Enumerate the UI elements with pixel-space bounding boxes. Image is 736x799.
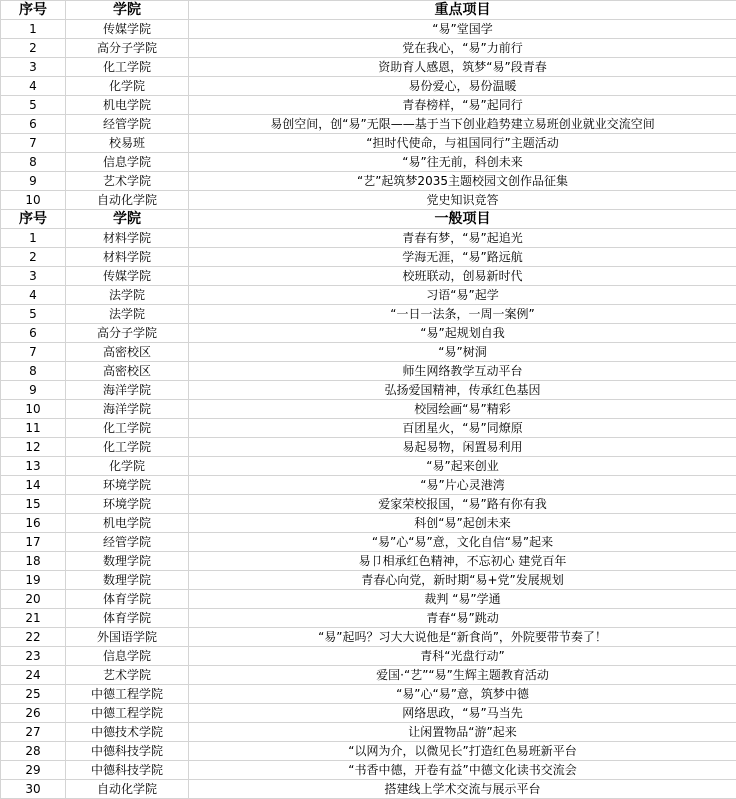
row-project-cell[interactable]: 裁判 “易”学通 — [189, 590, 736, 609]
row-college-cell[interactable]: 体育学院 — [66, 609, 189, 628]
row-project-cell[interactable]: 资助育人感恩，筑梦“易”段青春 — [189, 58, 736, 77]
row-project-cell[interactable]: “易”起来创业 — [189, 457, 736, 476]
row-no-cell[interactable]: 7 — [1, 134, 66, 153]
row-college-cell[interactable]: 机电学院 — [66, 96, 189, 115]
row-college-cell[interactable]: 高分子学院 — [66, 39, 189, 58]
table-row — [1, 552, 736, 571]
table-row — [1, 286, 736, 305]
row-college-cell[interactable]: 艺术学院 — [66, 172, 189, 191]
row-no-cell[interactable]: 9 — [1, 172, 66, 191]
row-project-cell[interactable]: “担时代使命，与祖国同行”主题活动 — [189, 134, 736, 153]
row-project-cell[interactable]: 学海无涯，“易”路远航 — [189, 248, 736, 267]
row-project-cell[interactable]: 党史知识竞答 — [189, 191, 736, 210]
row-no-cell[interactable]: 29 — [1, 761, 66, 780]
row-project-cell[interactable]: 青春榜样，“易”起同行 — [189, 96, 736, 115]
header-no[interactable]: 序号 — [1, 210, 66, 229]
row-project-cell[interactable]: 青春“易”跳动 — [189, 609, 736, 628]
row-project-cell[interactable]: 网络思政，“易”马当先 — [189, 704, 736, 723]
row-project-cell[interactable]: “易”堂国学 — [189, 20, 736, 39]
row-project-cell[interactable]: “易”起吗？习大大说他是“新食尚”，外院要带节奏了！ — [189, 628, 736, 647]
row-project-cell[interactable]: “易”心“易”意，文化自信“易”起来 — [189, 533, 736, 552]
row-project-cell[interactable]: 爱家荣校报国，“易”路有你有我 — [189, 495, 736, 514]
row-no-cell[interactable]: 20 — [1, 590, 66, 609]
row-college-cell[interactable]: 外国语学院 — [66, 628, 189, 647]
table-row — [1, 495, 736, 514]
row-no-cell[interactable]: 30 — [1, 780, 66, 799]
header-no[interactable]: 序号 — [1, 1, 66, 20]
table-row — [1, 172, 736, 191]
row-no-cell[interactable]: 28 — [1, 742, 66, 761]
row-college-cell[interactable]: 法学院 — [66, 286, 189, 305]
row-no-cell[interactable]: 26 — [1, 704, 66, 723]
row-no-cell[interactable]: 5 — [1, 305, 66, 324]
row-no-cell[interactable]: 17 — [1, 533, 66, 552]
row-project-cell[interactable]: 青春心向党，新时期“易+党”发展规划 — [189, 571, 736, 590]
row-project-cell[interactable]: 易起易物，闲置易利用 — [189, 438, 736, 457]
table-row — [1, 514, 736, 533]
row-college-cell[interactable]: 传媒学院 — [66, 267, 189, 286]
row-no-cell[interactable]: 11 — [1, 419, 66, 438]
row-project-cell[interactable]: 师生网络教学互动平台 — [189, 362, 736, 381]
table-row — [1, 362, 736, 381]
table-row — [1, 533, 736, 552]
row-no-cell[interactable]: 22 — [1, 628, 66, 647]
header-key-project[interactable]: 重点项目 — [189, 1, 736, 20]
row-project-cell[interactable]: 党在我心，“易”力前行 — [189, 39, 736, 58]
row-no-cell[interactable]: 7 — [1, 343, 66, 362]
row-project-cell[interactable]: “易”心“易”意，筑梦中德 — [189, 685, 736, 704]
row-college-cell[interactable]: 自动化学院 — [66, 780, 189, 799]
row-no-cell[interactable]: 2 — [1, 39, 66, 58]
table-row — [1, 723, 736, 742]
row-no-cell[interactable]: 10 — [1, 400, 66, 419]
header-college[interactable]: 学院 — [66, 210, 189, 229]
row-project-cell[interactable]: 青科“光盘行动” — [189, 647, 736, 666]
table-row — [1, 438, 736, 457]
row-project-cell[interactable]: 科创“易”起创未来 — [189, 514, 736, 533]
row-college-cell[interactable]: 高密校区 — [66, 343, 189, 362]
row-no-cell[interactable]: 12 — [1, 438, 66, 457]
table-row — [1, 400, 736, 419]
row-college-cell[interactable]: 校易班 — [66, 134, 189, 153]
table-row — [1, 305, 736, 324]
row-no-cell[interactable]: 4 — [1, 286, 66, 305]
row-college-cell[interactable]: 信息学院 — [66, 647, 189, 666]
table-row — [1, 666, 736, 685]
row-project-cell[interactable]: 青春有梦，“易”起追光 — [189, 229, 736, 248]
row-no-cell[interactable]: 6 — [1, 115, 66, 134]
row-college-cell[interactable]: 中德工程学院 — [66, 685, 189, 704]
table-row — [1, 742, 736, 761]
table-row — [1, 20, 736, 39]
table-row — [1, 248, 736, 267]
table-row — [1, 647, 736, 666]
table-row — [1, 571, 736, 590]
row-college-cell[interactable]: 高分子学院 — [66, 324, 189, 343]
row-college-cell[interactable]: 化工学院 — [66, 58, 189, 77]
row-no-cell[interactable]: 14 — [1, 476, 66, 495]
row-project-cell[interactable]: 百团星火，“易”同燎原 — [189, 419, 736, 438]
table-row — [1, 96, 736, 115]
row-no-cell[interactable]: 6 — [1, 324, 66, 343]
table-row — [1, 134, 736, 153]
row-project-cell[interactable]: 易卩相承红色精神，不忘初心 建党百年 — [189, 552, 736, 571]
row-no-cell[interactable]: 3 — [1, 267, 66, 286]
row-college-cell[interactable]: 材料学院 — [66, 248, 189, 267]
table-row — [1, 704, 736, 723]
row-project-cell[interactable]: 让闲置物品“游”起来 — [189, 723, 736, 742]
row-no-cell[interactable]: 21 — [1, 609, 66, 628]
row-college-cell[interactable]: 法学院 — [66, 305, 189, 324]
row-project-cell[interactable]: “易”片心灵港湾 — [189, 476, 736, 495]
table-row — [1, 761, 736, 780]
row-no-cell[interactable]: 19 — [1, 571, 66, 590]
table-row — [1, 343, 736, 362]
row-no-cell[interactable]: 5 — [1, 96, 66, 115]
row-no-cell[interactable]: 24 — [1, 666, 66, 685]
row-project-cell[interactable]: “易”往无前，科创未来 — [189, 153, 736, 172]
row-project-cell[interactable]: 易份爱心，易份温暖 — [189, 77, 736, 96]
row-project-cell[interactable]: 校园绘画“易”精彩 — [189, 400, 736, 419]
row-no-cell[interactable]: 18 — [1, 552, 66, 571]
row-college-cell[interactable]: 经管学院 — [66, 533, 189, 552]
table-row — [1, 609, 736, 628]
table-row — [1, 381, 736, 400]
row-project-cell[interactable]: 爱国·“艺”“易”生辉主题教育活动 — [189, 666, 736, 685]
row-no-cell[interactable]: 13 — [1, 457, 66, 476]
row-no-cell[interactable]: 9 — [1, 381, 66, 400]
row-no-cell[interactable]: 10 — [1, 191, 66, 210]
row-college-cell[interactable]: 艺术学院 — [66, 666, 189, 685]
row-project-cell[interactable]: “以网为介，以微见长”打造红色易班新平台 — [189, 742, 736, 761]
key-header-row — [1, 1, 736, 20]
table-row — [1, 39, 736, 58]
table-body — [1, 1, 736, 799]
row-no-cell[interactable]: 15 — [1, 495, 66, 514]
row-project-cell[interactable]: “艺”起筑梦2035主题校园文创作品征集 — [189, 172, 736, 191]
row-project-cell[interactable]: 校班联动，创易新时代 — [189, 267, 736, 286]
table-row — [1, 58, 736, 77]
table-row — [1, 153, 736, 172]
row-college-cell[interactable]: 环境学院 — [66, 476, 189, 495]
row-college-cell[interactable]: 机电学院 — [66, 514, 189, 533]
header-general-project[interactable]: 一般项目 — [189, 210, 736, 229]
row-college-cell[interactable]: 数理学院 — [66, 552, 189, 571]
row-college-cell[interactable]: 高密校区 — [66, 362, 189, 381]
row-project-cell[interactable]: “书香中德，开卷有益”中德文化读书交流会 — [189, 761, 736, 780]
row-no-cell[interactable]: 8 — [1, 153, 66, 172]
table-row — [1, 324, 736, 343]
row-no-cell[interactable]: 27 — [1, 723, 66, 742]
row-college-cell[interactable]: 自动化学院 — [66, 191, 189, 210]
table-row — [1, 229, 736, 248]
row-no-cell[interactable]: 8 — [1, 362, 66, 381]
row-college-cell[interactable]: 经管学院 — [66, 115, 189, 134]
row-college-cell[interactable]: 体育学院 — [66, 590, 189, 609]
row-no-cell[interactable]: 2 — [1, 248, 66, 267]
table-row — [1, 457, 736, 476]
table-row — [1, 115, 736, 134]
row-college-cell[interactable]: 化学院 — [66, 77, 189, 96]
general-header-row — [1, 210, 736, 229]
row-college-cell[interactable]: 中德科技学院 — [66, 742, 189, 761]
table-row — [1, 780, 736, 799]
table-row — [1, 191, 736, 210]
table-row — [1, 685, 736, 704]
table-row — [1, 590, 736, 609]
row-college-cell[interactable]: 环境学院 — [66, 495, 189, 514]
row-college-cell[interactable]: 海洋学院 — [66, 400, 189, 419]
row-project-cell[interactable]: 习语“易”起学 — [189, 286, 736, 305]
row-no-cell[interactable]: 1 — [1, 229, 66, 248]
row-no-cell[interactable]: 3 — [1, 58, 66, 77]
row-college-cell[interactable]: 中德科技学院 — [66, 761, 189, 780]
row-no-cell[interactable]: 4 — [1, 77, 66, 96]
table-row — [1, 476, 736, 495]
row-no-cell[interactable]: 1 — [1, 20, 66, 39]
table-row — [1, 419, 736, 438]
table-row — [1, 628, 736, 647]
row-no-cell[interactable]: 23 — [1, 647, 66, 666]
row-no-cell[interactable]: 16 — [1, 514, 66, 533]
row-college-cell[interactable]: 中德技术学院 — [66, 723, 189, 742]
row-project-cell[interactable]: 易创空间，创“易”无限——基于当下创业趋势建立易班创业就业交流空间 — [189, 115, 736, 134]
row-college-cell[interactable]: 海洋学院 — [66, 381, 189, 400]
row-project-cell[interactable]: “一日一法条，一周一案例” — [189, 305, 736, 324]
row-college-cell[interactable]: 信息学院 — [66, 153, 189, 172]
row-no-cell[interactable]: 25 — [1, 685, 66, 704]
row-college-cell[interactable]: 化工学院 — [66, 438, 189, 457]
row-college-cell[interactable]: 传媒学院 — [66, 20, 189, 39]
row-college-cell[interactable]: 数理学院 — [66, 571, 189, 590]
row-college-cell[interactable]: 中德工程学院 — [66, 704, 189, 723]
row-project-cell[interactable]: “易”起规划自我 — [189, 324, 736, 343]
row-college-cell[interactable]: 化工学院 — [66, 419, 189, 438]
header-college[interactable]: 学院 — [66, 1, 189, 20]
row-project-cell[interactable]: “易”树洞 — [189, 343, 736, 362]
row-college-cell[interactable]: 材料学院 — [66, 229, 189, 248]
table-row — [1, 77, 736, 96]
table-row — [1, 267, 736, 286]
row-college-cell[interactable]: 化学院 — [66, 457, 189, 476]
row-project-cell[interactable]: 弘扬爱国精神，传承红色基因 — [189, 381, 736, 400]
row-project-cell[interactable]: 搭建线上学术交流与展示平台 — [189, 780, 736, 799]
